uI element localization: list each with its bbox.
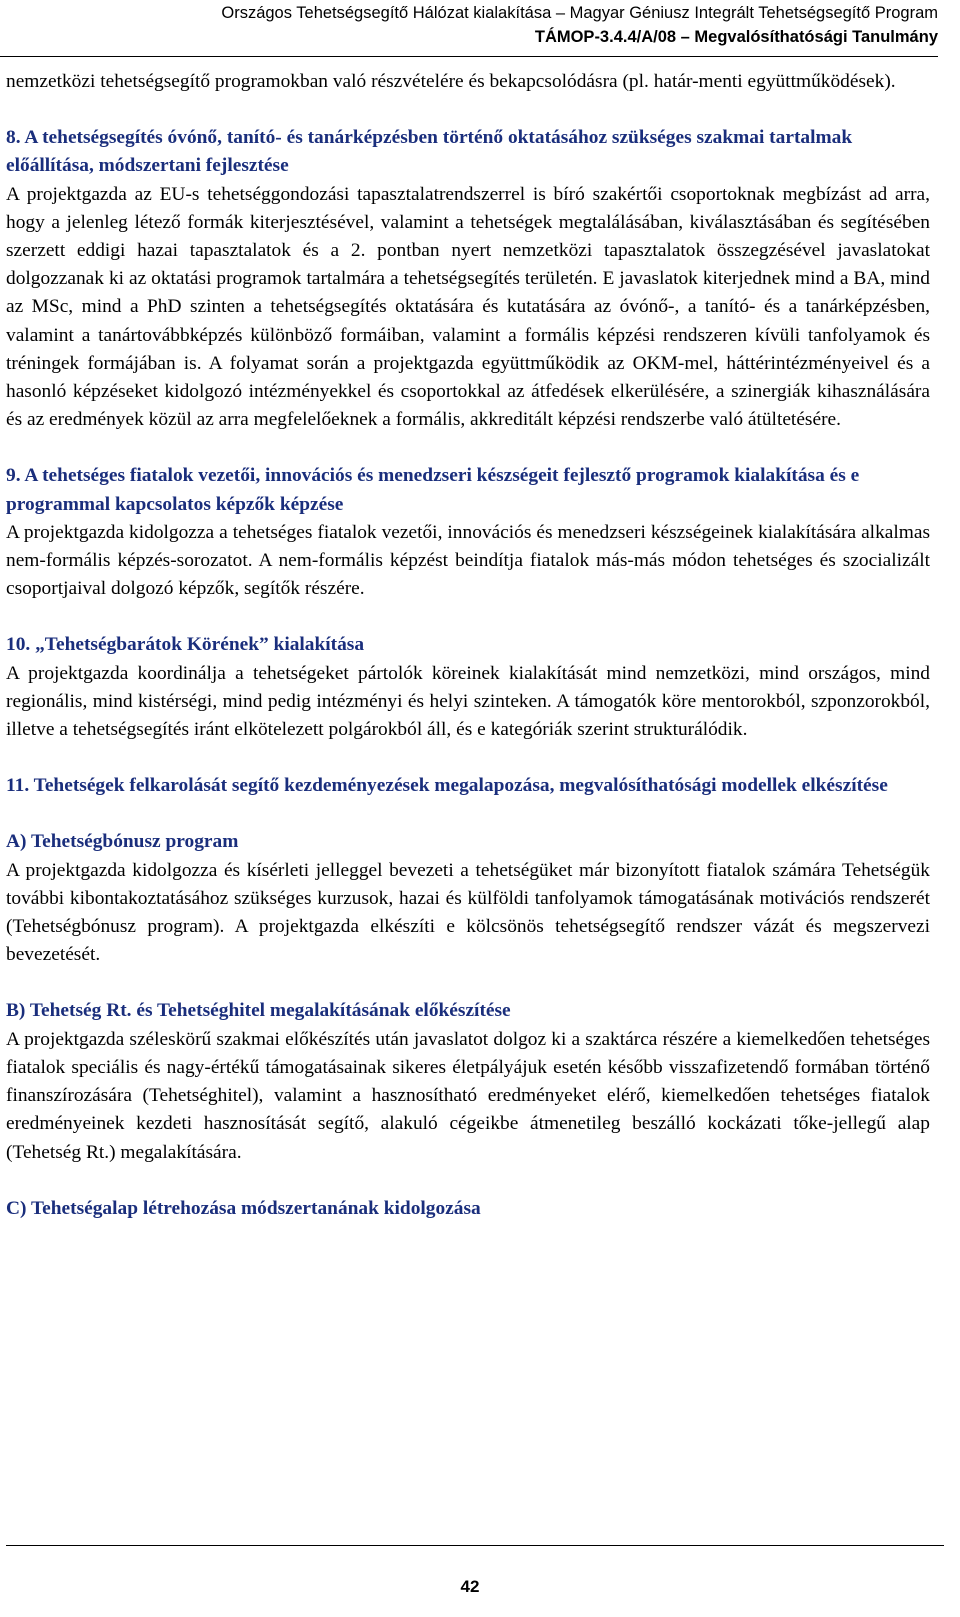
spacer [6,96,930,124]
subsection-a-body: A projektgazda kidolgozza és kísérleti jelleggel bevezeti a tehetségüket már bizonyított fiatalok számára Tehetségük további kibontakoztatásához szükséges kurzusok, hazai és külföldi tanfolyamok támogatásának motivációs rendszerét (Tehetségbónusz program). A projektgazda elkészíti e kölcsönös tehetségsegítő rendszer vázát és megszervezi bevezetését. [6,859,930,966]
section-8-heading: 8. A tehetségsegítés óvónő, tanító- és tanárképzésben történő oktatásához szükséges szakmai tartalmak előállítása, módszertani fejlesztése [6,127,853,177]
section-8-body: A projektgazda az EU-s tehetséggondozási tapasztalatrendszerrel is bíró szakértői csoportoknak megbízást ad arra, hogy a jelenleg létező formák kiterjesztésével, valamint a tehetségek megtalálásában, kiválasztásában és segítésében szerzett eddigi hazai tapasztalatok és a 2. pontban nyert nemzetközi tapasztalatok összegzésével javaslatokat dolgozzanak ki az oktatási programok tartalmára a tehetségsegítés területén. E javaslatok kiterjednek mind a BA, mind az MSc, mind a PhD szinten a tehetségsegítés oktatására és kutatására az óvónő-, a tanító- és a tanárképzésben, valamint a tanártovábbképzés különböző formáiban, valamint a formális képzési rendszeren kívüli tanfolyamok és tréningek formájában is. A folyamat során a projektgazda együttműködik az OKM-mel, háttérintézményeivel és a hasonló képzéseket kidolgozó intézményekkel és csoportokkal az átfedések elkerülésére, a szinergiák kihasználására és az eredmények közül az arra megfelelőeknek a formális, akkreditált képzési rendszerbe való átültetésére. [6,183,930,431]
page-number: 42 [460,1577,480,1596]
page-header [0,0,960,62]
header-document-title: TÁMOP-3.4.4/A/08 – Megvalósíthatósági Tanulmány [534,28,938,46]
section-10-title: „Tehetségbarátok Körének” kialakítása [35,634,365,656]
section-10-heading [6,631,930,659]
document-body [6,68,930,1223]
spacer [6,1167,930,1195]
footer-divider [6,1545,944,1546]
spacer [6,969,930,997]
section-9-body: A projektgazda kidolgozza a tehetséges fiatalok vezetői, innovációs és menedzseri készségeinek kialakítására alkalmas nem-formális képzés-sorozatot. A nem-formális képzést beindítja fiatalok más-más módon tehetséges és szocializált csoportjaival dolgozó képzők, segítők részére. [6,521,930,600]
section-11-heading: 11. Tehetségek felkarolását segítő kezdeményezések megalapozása, megvalósíthatósági modellek elkészítése [6,775,888,797]
header-program-title: Országos Tehetségsegítő Hálózat kialakítása – Magyar Géniusz Integrált Tehetségsegítő Program [221,4,938,22]
subsection-b-heading: B) Tehetség Rt. és Tehetséghitel megalakításának előkészítése [6,1000,511,1022]
intro-paragraph: nemzetközi tehetségsegítő programokban való részvételére és bekapcsolódásra (pl. határ-menti együttműködések). [6,71,896,92]
section-10-number: 10. [6,634,31,656]
header-divider [0,56,938,57]
subsection-b-body: A projektgazda széleskörű szakmai előkészítés után javaslatot dolgoz ki a szaktárca részére a kiemelkedően tehetséges fiatalok speciális és nagy-értékű támogatásainak sikeres életpályájuk esetén később visszafizetendő formában történő finanszírozására (Tehetséghitel), valamint a hasznosítható eredményeket elérő, kiemelkedően tehetséges fiatalok eredményeinek kezdeti hasznosítását segítő, alakuló cégeikbe átmenetileg beszálló kockázati tőke-jellegű alap (Tehetség Rt.) megalakítására. [6,1028,930,1163]
spacer [6,434,930,462]
subsection-c-heading: C) Tehetségalap létrehozása módszertanának kidolgozása [6,1197,481,1219]
subsection-a-heading: A) Tehetségbónusz program [6,831,239,853]
section-9-heading: 9. A tehetséges fiatalok vezetői, innovációs és menedzseri készségeit fejlesztő programok kialakítása és e programmal kapcsolatos képzők képzése [6,465,860,515]
spacer [6,744,930,772]
section-10-body: A projektgazda koordinálja a tehetségeket pártolók köreinek kialakítását mind nemzetközi, mind országos, mind regionális, mind kistérségi, mind pedig intézményi és helyi szinteken. A támogatók köre mentorokból, szponzorokból, illetve a tehetségsegítés iránt elkötelezett polgárokból áll, és e kategóriák szerint strukturálódik. [6,662,930,741]
spacer [6,800,930,828]
spacer [6,603,930,631]
